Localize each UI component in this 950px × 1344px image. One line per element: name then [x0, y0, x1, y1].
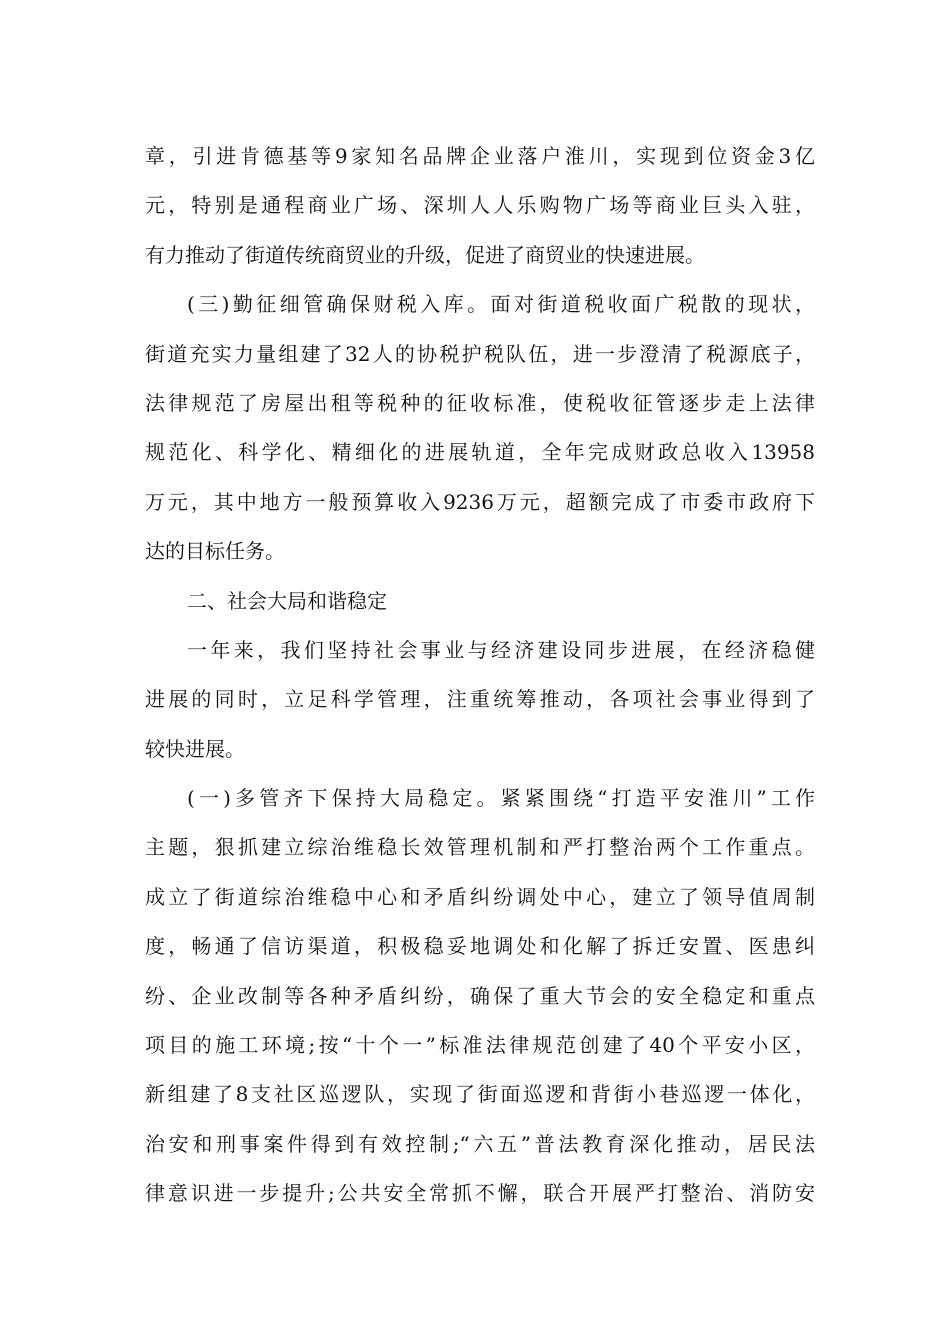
- text-line: (一)多管齐下保持大局稳定。紧紧围绕“打造平安淮川”工作: [187, 786, 815, 811]
- text-line: 主题，狠抓建立综治维稳长效管理机制和严打整治两个工作重点。: [145, 835, 815, 860]
- text-line: 较快进展。: [145, 736, 245, 761]
- text-line: 治安和刑事案件得到有效控制;“六五”普法教育深化推动，居民法: [145, 1131, 815, 1156]
- text-line: 成立了街道综治维稳中心和矛盾纠纷调处中心，建立了领导值周制: [145, 884, 815, 909]
- text-line: 进展的同时，立足科学管理，注重统筹推动，各项社会事业得到了: [145, 687, 815, 712]
- text-line: 有力推动了街道传统商贸业的升级，促进了商贸业的快速进展。: [145, 242, 705, 267]
- text-line: 律意识进一步提升;公共安全常抓不懈，联合开展严打整治、消防安: [145, 1181, 815, 1206]
- text-line: 一年来，我们坚持社会事业与经济建设同步进展，在经济稳健: [187, 637, 815, 662]
- text-line: 达的目标任务。: [145, 539, 285, 564]
- text-line: 万元，其中地方一般预算收入9236万元，超额完成了市委市政府下: [145, 489, 815, 514]
- document-body: [145, 132, 815, 1219]
- text-line: 规范化、科学化、精细化的进展轨道，全年完成财政总收入13958: [145, 440, 815, 465]
- text-line: 法律规范了房屋出租等税种的征收标准，使税收征管逐步走上法律: [145, 390, 815, 415]
- text-line: 章，引进肯德基等9家知名品牌企业落户淮川，实现到位资金3亿: [145, 144, 815, 168]
- text-line: 新组建了8支社区巡逻队，实现了街面巡逻和背街小巷巡逻一体化，: [145, 1082, 815, 1107]
- text-line: (三)勤征细管确保财税入库。面对街道税收面广税散的现状，: [187, 292, 815, 317]
- text-line: 纷、企业改制等各种矛盾纠纷，确保了重大节会的安全稳定和重点: [145, 983, 815, 1008]
- text-line: 二、社会大局和谐稳定: [187, 588, 387, 613]
- text-line: 项目的施工环境;按“十个一”标准法律规范创建了40个平安小区，: [145, 1033, 815, 1058]
- text-line: 街道充实力量组建了32人的协税护税队伍，进一步澄清了税源底子，: [145, 341, 815, 366]
- text-line: 度，畅通了信访渠道，积极稳妥地调处和化解了拆迁安置、医患纠: [145, 934, 815, 959]
- text-line: 元，特别是通程商业广场、深圳人人乐购物广场等商业巨头入驻，: [145, 193, 815, 218]
